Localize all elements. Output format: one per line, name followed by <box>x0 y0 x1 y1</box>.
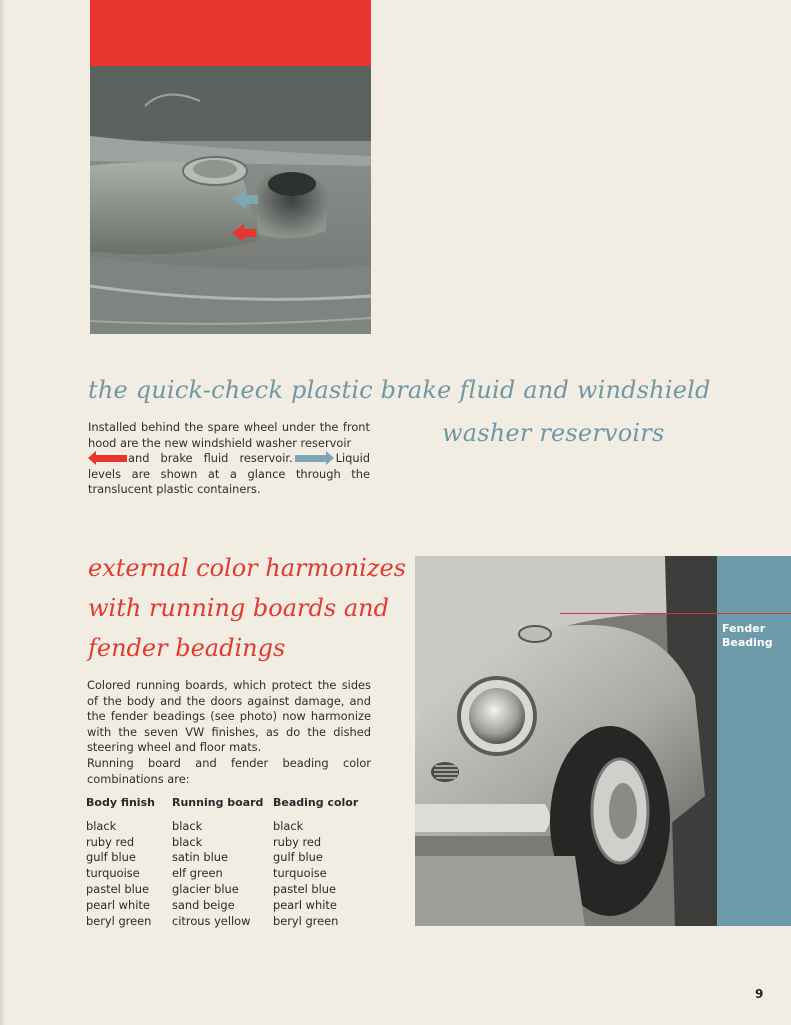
column-header: Running board <box>172 796 264 809</box>
table-cell: turquoise <box>86 866 140 881</box>
reservoir-text-part2: and brake fluid reservoir. <box>128 451 293 466</box>
running-board-text: Colored running boards, which protect the sides of the body and the doors against damage, and the fender beadings (see photo) now harmonize with the seven VW finishes, as do the dished steering wheel and floor mats. <box>87 678 371 755</box>
table-cell: ruby red <box>273 834 322 849</box>
beading-color-column <box>273 795 358 929</box>
column-header: Beading color <box>273 796 359 809</box>
blue-arrow-icon <box>295 455 327 462</box>
section1-heading-line1: the quick-check plastic brake fluid and windshield <box>88 376 711 404</box>
section2-heading-line3: fender beadings <box>88 634 286 662</box>
table-cell: glacier blue <box>172 881 239 896</box>
table-cell: pastel blue <box>273 881 337 896</box>
table-cell: gulf blue <box>273 850 323 865</box>
callout-line <box>560 613 791 614</box>
table-cell: satin blue <box>172 850 229 865</box>
table-cell: black <box>86 818 117 833</box>
table-cell: black <box>273 818 304 833</box>
reservoir-photo <box>90 66 371 334</box>
combinations-intro: Running board and fender beading color combinations are: <box>87 755 371 786</box>
running-board-paragraph <box>87 678 371 787</box>
fender-beading-label <box>722 622 773 649</box>
table-cell: pearl white <box>273 897 337 912</box>
running-board-column <box>172 795 263 929</box>
table-cell: gulf blue <box>86 850 136 865</box>
table-cell: beryl green <box>86 913 152 928</box>
table-cell: pastel blue <box>86 881 150 896</box>
reservoir-text-part3: Liquid levels are shown at a glance through the translucent plastic containers. <box>88 451 370 497</box>
fender-photo <box>415 556 717 926</box>
page-edge <box>0 0 6 1025</box>
blue-side-panel <box>717 556 791 926</box>
table-cell: turquoise <box>273 866 327 881</box>
table-cell: citrous yellow <box>172 913 251 928</box>
body-finish-column <box>86 795 155 929</box>
table-cell: black <box>172 834 203 849</box>
reservoir-text-part1: Installed behind the spare wheel under the front hood are the new windshield washer reservoir <box>88 420 370 450</box>
column-header: Body finish <box>86 796 155 809</box>
section2-heading-line2: with running boards and <box>88 594 389 622</box>
table-cell: pearl white <box>86 897 150 912</box>
section1-heading-line2: washer reservoirs <box>442 419 665 447</box>
red-arrow-icon <box>95 455 127 462</box>
reservoir-paragraph <box>88 420 370 498</box>
callout-line2: Beading <box>722 635 773 649</box>
table-cell: elf green <box>172 866 223 881</box>
table-cell: ruby red <box>86 834 135 849</box>
red-color-block <box>90 0 371 66</box>
table-cell: sand beige <box>172 897 235 912</box>
section2-heading <box>88 548 406 668</box>
table-cell: black <box>172 818 203 833</box>
callout-line1: Fender <box>722 622 766 635</box>
section2-heading-line1: external color harmonizes <box>88 554 406 582</box>
page-number: 9 <box>755 987 764 1001</box>
table-cell: beryl green <box>273 913 339 928</box>
